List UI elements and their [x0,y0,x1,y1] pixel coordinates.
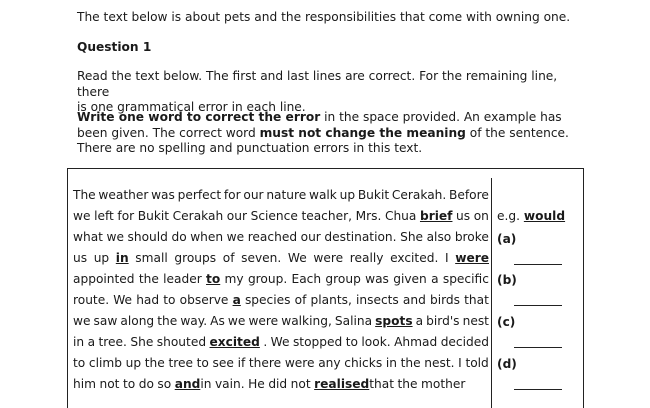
passage-word: excited. [390,251,439,265]
passage-line [73,230,489,245]
passage-word: we [73,209,91,223]
passage-word: insects [355,293,399,307]
passage-word: broke [454,230,489,244]
passage-word: also [426,230,452,244]
passage-word: to [73,356,86,370]
instructions-line-2: is one grammatical error in each line. [77,100,306,114]
passage-word: Before [449,188,489,202]
passage-word: see [212,356,234,370]
passage-word: a [415,314,424,328]
passage-word: if [237,356,246,370]
error-word: in [115,251,129,265]
passage-word: Science [250,209,298,223]
passage-word: climb [88,356,122,370]
answer-blank-d[interactable] [514,389,562,390]
passage-word: chicks [344,356,383,370]
passage-word: left [94,209,114,223]
passage-word: was [365,272,389,286]
passage-word: of [222,251,235,265]
column-divider [491,178,492,408]
passage-word: small [135,251,168,265]
passage-word: vain. [214,377,245,391]
passage-word: up [339,188,356,202]
passage-word: Salina [334,314,373,328]
passage-word: really [349,251,384,265]
passage-word: of [294,293,307,307]
passage-line [73,293,489,308]
passage-word: leader [163,272,202,286]
passage-word: in [385,356,397,370]
passage-word: plants, [310,293,352,307]
passage-word: in [200,377,212,391]
passage-word: us [73,251,88,265]
passage-word: nature [266,188,307,202]
passage-line [73,188,489,203]
passage-word: weather [98,188,149,202]
passage-word: . [263,335,268,349]
passage-word: to [122,377,136,391]
passage-word: the [144,356,165,370]
passage-word: a [431,272,439,286]
passage-word: our [300,230,321,244]
passage-word: Mrs. [355,209,382,223]
passage-word: when [190,230,224,244]
passage-word: the [397,377,418,391]
example-prefix: e.g. [497,209,520,223]
passage-word: stopped [292,335,343,349]
passage-word: up [93,251,110,265]
passage-word: reached [247,230,298,244]
error-word: a [232,293,241,307]
passage-word: what [73,230,103,244]
passage-word: Ahmad [394,335,438,349]
passage-word: tree. [98,335,127,349]
instruction-text-2a: been given. The correct word [77,125,260,140]
passage-word: I [458,356,462,370]
passage-word: that [369,377,394,391]
instructions-paragraph-2 [77,110,577,157]
passage-word: our [226,209,247,223]
passage-line [73,272,489,287]
passage-word: Each [291,272,322,286]
answer-blank-a[interactable] [514,264,562,265]
passage-word: the [157,314,178,328]
passage-word: nest [462,314,489,328]
passage-word: the [138,272,159,286]
passage-word: shouted [156,335,207,349]
passage-word: along [120,314,155,328]
passage-word: on [473,209,489,223]
passage-word: walking, [281,314,332,328]
passage-word: were [284,356,315,370]
passage-word: a [87,335,96,349]
instruction-text-2b: of the sentence. [465,125,569,140]
passage-word: that [464,293,489,307]
passage-word: us [456,209,471,223]
error-word: realised [314,377,370,391]
passage-word: route. [73,293,110,307]
passage-word: destination. [324,230,397,244]
passage-word: He [248,377,265,391]
passage-word: him [73,377,96,391]
passage-word: She [400,230,424,244]
passage-word: mother [421,377,466,391]
passage-word: for [223,188,241,202]
passage-word: we [227,314,246,328]
passage-word: walk [308,188,337,202]
passage-word: do [138,377,154,391]
passage-word: our [243,188,264,202]
passage-word: Bukit [357,188,390,202]
answer-blank-c[interactable] [514,347,562,348]
instruction-text-1: in the space provided. An example has [320,110,562,124]
instruction-bold-2: must not change the meaning [259,125,466,140]
passage-word: should [127,230,168,244]
passage-word: we [73,314,91,328]
passage-word: so [157,377,172,391]
error-word: brief [419,209,453,223]
passage-word: were [313,251,344,265]
passage-word: decided [440,335,489,349]
passage-word: given [393,272,427,286]
passage-word: had [136,293,160,307]
passage-word: Cerakah [172,209,224,223]
answer-blank-b[interactable] [514,305,562,306]
error-word: spots [375,314,413,328]
passage-word: to [163,293,176,307]
passage-word: species [244,293,291,307]
passage-line [73,335,489,350]
passage-word: the [400,356,421,370]
passage-word: I [444,251,449,265]
error-word: were [455,251,489,265]
passage-word: groups [174,251,217,265]
passage-word: there [248,356,282,370]
passage-word: my [224,272,244,286]
instruction-bold-1: Write one word to correct the error [77,110,321,124]
passage-word: any [318,356,341,370]
passage-word: seven. [241,251,282,265]
passage-word: observe [179,293,229,307]
passage-word: She [130,335,154,349]
passage-line [73,314,489,329]
passage-word: and [402,293,426,307]
passage-word: Bukit [137,209,170,223]
intro-text: The text below is about pets and the responsibilities that come with owning one. [77,10,571,24]
passage-word: We [113,293,133,307]
passage-word: bird's [426,314,460,328]
passage-word: up [125,356,142,370]
passage-line [73,377,489,392]
passage-line [73,209,489,224]
passage-word: group. [247,272,288,286]
passage-word: not [99,377,120,391]
passage-word: to [196,356,209,370]
passage-word: nest. [424,356,455,370]
passage-word: We [270,335,290,349]
passage-word: Cerakah. [391,188,447,202]
passage-word: teacher, [301,209,352,223]
passage-word: The [73,188,96,202]
passage-word: told [465,356,489,370]
passage-word: was [151,188,175,202]
passage-word: were [248,314,279,328]
error-word: and [174,377,201,391]
passage-word: to [345,335,358,349]
passage-word: we [106,230,124,244]
passage-word: saw [93,314,118,328]
passage-word: for [117,209,135,223]
instructions-paragraph-1 [77,69,577,116]
passage-line [73,356,489,371]
passage-word: we [226,230,245,244]
answer-label-a: (a) [497,232,517,246]
error-word: excited [209,335,260,349]
passage-word: Chua [384,209,417,223]
passage-word: look. [361,335,391,349]
instructions-line-1: Read the text below. The first and last lines are correct. For the remaining line, there [77,69,558,99]
answer-label-c: (c) [497,315,516,329]
passage-word: group [325,272,361,286]
passage-word: perfect [177,188,222,202]
error-word: to [206,272,221,286]
passage-word: appointed [73,272,135,286]
question-heading: Question 1 [77,40,152,54]
passage-word: birds [430,293,461,307]
passage-table [67,168,584,408]
passage-word: As [210,314,225,328]
passage-word: did [268,377,288,391]
passage-word: not [290,377,311,391]
passage-word: We [287,251,307,265]
passage-word: do [171,230,187,244]
passage-word: specific [442,272,489,286]
passage-line [73,251,489,266]
answer-label-d: (d) [497,357,517,371]
passage-word: tree [168,356,193,370]
example-answer [497,209,565,224]
answer-label-b: (b) [497,273,517,287]
passage-word: way. [180,314,208,328]
passage-word: in [73,335,85,349]
instruction-text-3: There are no spelling and punctuation errors in this text. [77,141,423,155]
example-word: would [523,209,566,223]
